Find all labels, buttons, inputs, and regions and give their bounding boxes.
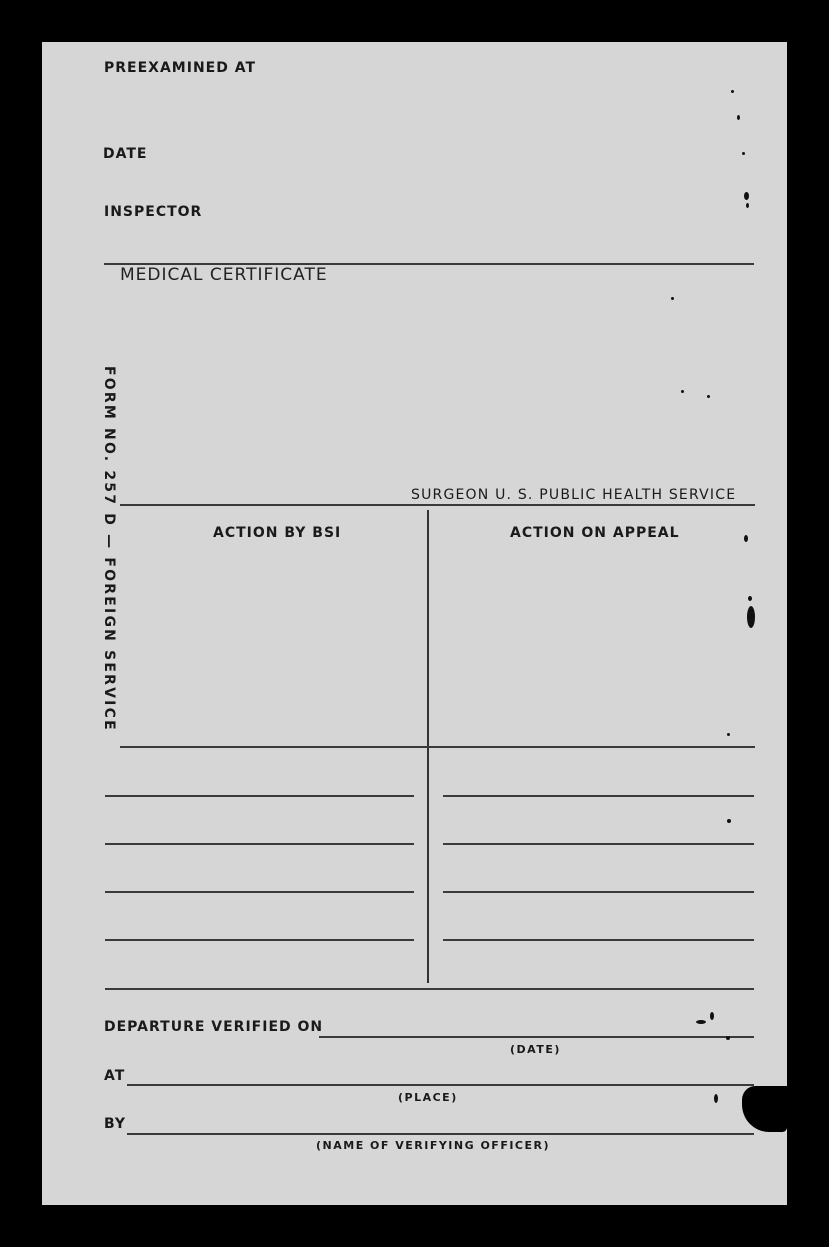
paper-speck bbox=[727, 733, 730, 736]
paper-speck bbox=[726, 1036, 730, 1040]
officer-line[interactable] bbox=[127, 1133, 754, 1135]
paper-speck bbox=[742, 152, 745, 155]
preexamined-label: PREEXAMINED AT bbox=[104, 60, 257, 76]
bsi-entry-line[interactable] bbox=[105, 891, 414, 893]
date-caption: (DATE) bbox=[510, 1043, 561, 1056]
paper-speck bbox=[710, 1012, 714, 1020]
paper-speck bbox=[671, 297, 674, 300]
by-label: BY bbox=[104, 1116, 127, 1132]
paper-speck bbox=[714, 1094, 718, 1103]
action-decision-line bbox=[120, 746, 755, 748]
paper-speck bbox=[746, 203, 749, 208]
actions-bottom-line bbox=[105, 988, 754, 990]
bsi-entry-line[interactable] bbox=[105, 843, 414, 845]
medical-certificate-title: MEDICAL CERTIFICATE bbox=[120, 265, 328, 285]
action-on-appeal-header: ACTION ON APPEAL bbox=[510, 525, 680, 541]
departure-date-line[interactable] bbox=[319, 1036, 754, 1038]
departure-verified-label: DEPARTURE VERIFIED ON bbox=[104, 1019, 324, 1035]
place-line[interactable] bbox=[127, 1084, 754, 1086]
at-label: AT bbox=[104, 1068, 126, 1084]
place-caption: (PLACE) bbox=[398, 1091, 458, 1104]
officer-caption: (NAME OF VERIFYING OFFICER) bbox=[316, 1139, 551, 1152]
paper-speck bbox=[696, 1020, 706, 1024]
paper-speck bbox=[727, 819, 731, 823]
paper-speck bbox=[748, 596, 752, 601]
paper-speck bbox=[737, 115, 740, 120]
date-label: DATE bbox=[103, 146, 148, 162]
paper-speck bbox=[747, 606, 755, 628]
paper-speck bbox=[744, 535, 748, 542]
paper-speck bbox=[744, 192, 749, 200]
action-by-bsi-header: ACTION BY BSI bbox=[213, 525, 342, 541]
paper-speck bbox=[707, 395, 710, 398]
surgeon-signature-line bbox=[120, 504, 755, 506]
bsi-entry-line[interactable] bbox=[105, 795, 414, 797]
bsi-entry-line[interactable] bbox=[105, 939, 414, 941]
appeal-entry-line[interactable] bbox=[443, 843, 754, 845]
appeal-entry-line[interactable] bbox=[443, 795, 754, 797]
paper-speck bbox=[681, 390, 684, 393]
paper-speck bbox=[731, 90, 734, 93]
surgeon-caption: SURGEON U. S. PUBLIC HEALTH SERVICE bbox=[411, 487, 737, 503]
appeal-entry-line[interactable] bbox=[443, 939, 754, 941]
inspector-label: INSPECTOR bbox=[104, 204, 203, 220]
appeal-entry-line[interactable] bbox=[443, 891, 754, 893]
form-number: FORM NO. 257 D — FOREIGN SERVICE bbox=[101, 366, 117, 732]
